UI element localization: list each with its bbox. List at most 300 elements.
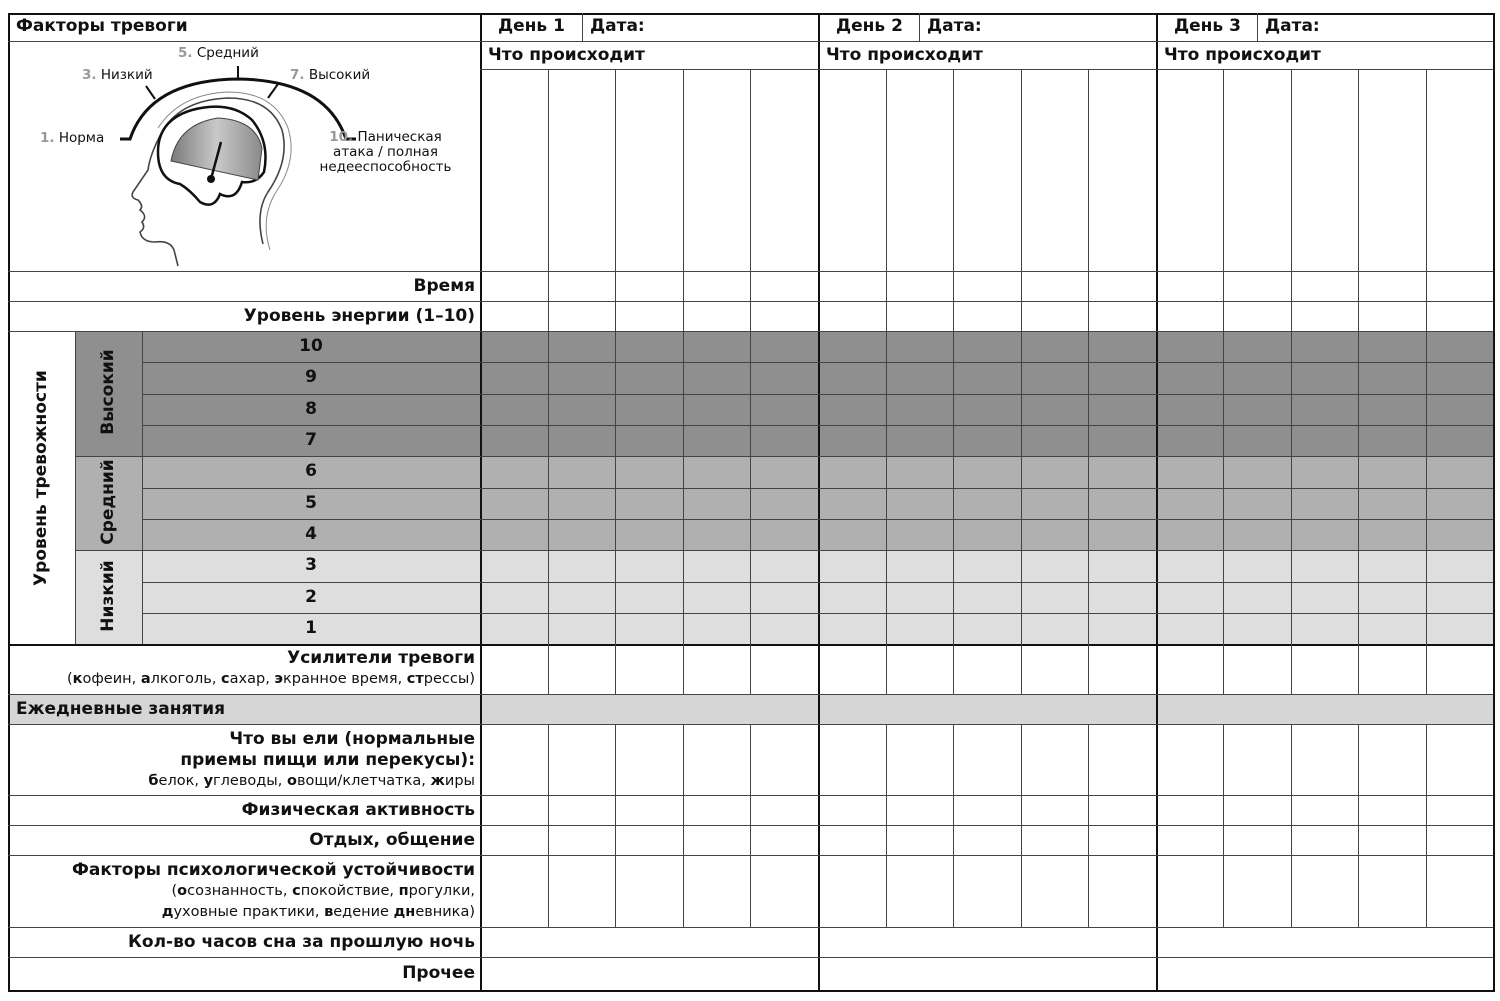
day-1-anxiety-9-cell[interactable] — [750, 362, 818, 394]
day-3-amplifiers-cell[interactable] — [1223, 644, 1290, 694]
day-1-anxiety-8-cell[interactable] — [615, 394, 683, 425]
day-2-anxiety-7-cell[interactable] — [953, 425, 1021, 456]
day-1-resilience-cell[interactable] — [615, 855, 683, 927]
day-3-anxiety-9-cell[interactable] — [1223, 362, 1290, 394]
level-4: 4 — [305, 524, 317, 544]
day-2-energy-cell[interactable] — [818, 301, 886, 331]
day-2-food-cell[interactable] — [818, 724, 886, 795]
day-2-what-happens-cell[interactable] — [886, 69, 954, 271]
day-3-anxiety-6-cell[interactable] — [1291, 456, 1358, 488]
day-1-anxiety-6-cell[interactable] — [615, 456, 683, 488]
day-1-anxiety-3-cell[interactable] — [750, 550, 818, 582]
day-3-energy-cell[interactable] — [1223, 301, 1290, 331]
day-3-anxiety-10-cell[interactable] — [1358, 331, 1425, 362]
day-2-time-cell[interactable] — [818, 271, 886, 301]
day-2-anxiety-9-cell[interactable] — [1088, 362, 1156, 394]
day-3-anxiety-2-cell[interactable] — [1223, 582, 1290, 613]
day-3-food-cell[interactable] — [1223, 724, 1290, 795]
day-2-food-cell[interactable] — [953, 724, 1021, 795]
day-1-anxiety-10-cell[interactable] — [683, 331, 751, 362]
day-2-rest-cell[interactable] — [818, 825, 886, 855]
day-3-anxiety-6-cell[interactable] — [1223, 456, 1290, 488]
day-1-sleep-hours-cell[interactable] — [480, 927, 818, 957]
day-2-anxiety-9-cell[interactable] — [1021, 362, 1089, 394]
day-1-anxiety-7-cell[interactable] — [615, 425, 683, 456]
day-1-physical-cell[interactable] — [480, 795, 548, 825]
day-3-anxiety-8-cell[interactable] — [1156, 394, 1223, 425]
day-2-anxiety-5-cell[interactable] — [1021, 488, 1089, 519]
day-1-anxiety-8-cell[interactable] — [683, 394, 751, 425]
day-3-rest-cell[interactable] — [1223, 825, 1290, 855]
day-2-rest-cell[interactable] — [1021, 825, 1089, 855]
day-3-physical-cell[interactable] — [1426, 795, 1493, 825]
day-3-energy-cell[interactable] — [1358, 301, 1425, 331]
day-3-anxiety-5-cell[interactable] — [1358, 488, 1425, 519]
day-3-anxiety-7-cell[interactable] — [1156, 425, 1223, 456]
day-3-anxiety-9-cell[interactable] — [1156, 362, 1223, 394]
day-2-physical-cell[interactable] — [953, 795, 1021, 825]
day-1-anxiety-4-cell[interactable] — [480, 519, 548, 550]
day-2-anxiety-5-cell[interactable] — [818, 488, 886, 519]
day-2-amplifiers-cell[interactable] — [886, 644, 954, 694]
day-3-resilience-cell[interactable] — [1156, 855, 1223, 927]
border-left — [8, 13, 10, 990]
day-2-anxiety-4-cell[interactable] — [818, 519, 886, 550]
day-1-anxiety-8-cell[interactable] — [480, 394, 548, 425]
day-3-resilience-cell[interactable] — [1223, 855, 1290, 927]
physical-activity-label: Физическая активность — [241, 800, 475, 820]
day-1-rest-cell[interactable] — [750, 825, 818, 855]
day-1-rest-cell[interactable] — [683, 825, 751, 855]
day-1-food-cell[interactable] — [480, 724, 548, 795]
day-2-energy-cell[interactable] — [1021, 301, 1089, 331]
day-3-anxiety-1-cell[interactable] — [1223, 613, 1290, 644]
day-3-physical-cell[interactable] — [1156, 795, 1223, 825]
day-3-anxiety-5-cell[interactable] — [1291, 488, 1358, 519]
day-2-anxiety-10-cell[interactable] — [953, 331, 1021, 362]
day-2-amplifiers-cell[interactable] — [953, 644, 1021, 694]
day-3-anxiety-9-cell[interactable] — [1291, 362, 1358, 394]
day-2-anxiety-3-cell[interactable] — [1021, 550, 1089, 582]
day-1-anxiety-6-cell[interactable] — [683, 456, 751, 488]
day-1-food-cell[interactable] — [750, 724, 818, 795]
day-3-anxiety-10-cell[interactable] — [1291, 331, 1358, 362]
day-2-anxiety-1-cell[interactable] — [1088, 613, 1156, 644]
day-1-anxiety-5-cell[interactable] — [683, 488, 751, 519]
day-2-food-cell[interactable] — [1021, 724, 1089, 795]
day-3-time-cell[interactable] — [1426, 271, 1493, 301]
day-1-anxiety-1-cell[interactable] — [615, 613, 683, 644]
day-1-anxiety-5-cell[interactable] — [750, 488, 818, 519]
day-2-anxiety-2-cell[interactable] — [953, 582, 1021, 613]
day-1-time-cell[interactable] — [683, 271, 751, 301]
day-2-anxiety-3-cell[interactable] — [1088, 550, 1156, 582]
day-1-anxiety-7-cell[interactable] — [683, 425, 751, 456]
day-3-anxiety-3-cell[interactable] — [1426, 550, 1493, 582]
day-3-anxiety-7-cell[interactable] — [1291, 425, 1358, 456]
day-1-energy-cell[interactable] — [548, 301, 616, 331]
day-3-anxiety-9-cell[interactable] — [1358, 362, 1425, 394]
day-1-amplifiers-cell[interactable] — [615, 644, 683, 694]
day-3-anxiety-4-cell[interactable] — [1156, 519, 1223, 550]
day-3-anxiety-10-cell[interactable] — [1223, 331, 1290, 362]
resilience-items-1: (осознанность, спокойствие, прогулки, — [171, 883, 475, 899]
grid-line-horizontal — [8, 694, 1493, 695]
day-1-anxiety-1-cell[interactable] — [480, 613, 548, 644]
day-1-energy-cell[interactable] — [615, 301, 683, 331]
day-1-anxiety-2-cell[interactable] — [480, 582, 548, 613]
rest-label: Отдых, общение — [309, 830, 475, 850]
day-1-time-cell[interactable] — [548, 271, 616, 301]
day-1-anxiety-3-cell[interactable] — [548, 550, 616, 582]
day-2-anxiety-10-cell[interactable] — [886, 331, 954, 362]
day-2-time-cell[interactable] — [886, 271, 954, 301]
day-2-physical-cell[interactable] — [1021, 795, 1089, 825]
day-2-anxiety-5-cell[interactable] — [886, 488, 954, 519]
day-1-anxiety-10-cell[interactable] — [615, 331, 683, 362]
day-1-physical-cell[interactable] — [615, 795, 683, 825]
day-3-anxiety-10-cell[interactable] — [1426, 331, 1493, 362]
level-2: 2 — [305, 587, 317, 607]
day-3-rest-cell[interactable] — [1358, 825, 1425, 855]
day-3-rest-cell[interactable] — [1426, 825, 1493, 855]
day-2-anxiety-9-cell[interactable] — [953, 362, 1021, 394]
day-3-anxiety-4-cell[interactable] — [1358, 519, 1425, 550]
day-2-anxiety-6-cell[interactable] — [886, 456, 954, 488]
day-1-anxiety-7-cell[interactable] — [480, 425, 548, 456]
day-1-physical-cell[interactable] — [750, 795, 818, 825]
day-3-amplifiers-cell[interactable] — [1156, 644, 1223, 694]
day-1-anxiety-2-cell[interactable] — [615, 582, 683, 613]
day-2-rest-cell[interactable] — [953, 825, 1021, 855]
day-2-what-happens-cell[interactable] — [953, 69, 1021, 271]
day-2-anxiety-10-cell[interactable] — [818, 331, 886, 362]
day-2-other-cell[interactable] — [818, 957, 1156, 990]
day-2-anxiety-6-cell[interactable] — [818, 456, 886, 488]
day-2-resilience-cell[interactable] — [818, 855, 886, 927]
day-1-anxiety-6-cell[interactable] — [548, 456, 616, 488]
day-1-energy-cell[interactable] — [480, 301, 548, 331]
day-1-anxiety-2-cell[interactable] — [750, 582, 818, 613]
day-3-anxiety-3-cell[interactable] — [1358, 550, 1425, 582]
day-2-anxiety-7-cell[interactable] — [1088, 425, 1156, 456]
resilience-label: Факторы психологической устойчивости (осознанность, спокойствие, прогулки, духовные практики, ведение дневника) — [72, 860, 475, 923]
day-2-anxiety-3-cell[interactable] — [818, 550, 886, 582]
day-1-anxiety-5-cell[interactable] — [615, 488, 683, 519]
day-2-date-field[interactable] — [978, 15, 1153, 40]
resilience-items-2: духовные практики, ведение дневника) — [161, 904, 475, 920]
day-1-rest-cell[interactable] — [615, 825, 683, 855]
day-3-anxiety-2-cell[interactable] — [1156, 582, 1223, 613]
day-3-other-cell[interactable] — [1156, 957, 1493, 990]
day-2-what-happens-cell[interactable] — [818, 69, 886, 271]
day-3-anxiety-4-cell[interactable] — [1426, 519, 1493, 550]
day-2-amplifiers-cell[interactable] — [818, 644, 886, 694]
day-1-energy-cell[interactable] — [683, 301, 751, 331]
day-1-anxiety-7-cell[interactable] — [750, 425, 818, 456]
day-1-anxiety-6-cell[interactable] — [480, 456, 548, 488]
day-1-resilience-cell[interactable] — [750, 855, 818, 927]
day-2-anxiety-8-cell[interactable] — [818, 394, 886, 425]
day-date-divider — [1257, 13, 1258, 41]
day-2-anxiety-4-cell[interactable] — [1021, 519, 1089, 550]
day-1-anxiety-8-cell[interactable] — [750, 394, 818, 425]
day-1-food-cell[interactable] — [683, 724, 751, 795]
day-3-time-cell[interactable] — [1223, 271, 1290, 301]
day-3-rest-cell[interactable] — [1291, 825, 1358, 855]
day-3-anxiety-3-cell[interactable] — [1223, 550, 1290, 582]
day-3-food-cell[interactable] — [1291, 724, 1358, 795]
day-1-date-field[interactable] — [640, 15, 815, 40]
day-1-amplifiers-cell[interactable] — [548, 644, 616, 694]
day-2-anxiety-10-cell[interactable] — [1088, 331, 1156, 362]
day-2-amplifiers-cell[interactable] — [1088, 644, 1156, 694]
day-3-anxiety-1-cell[interactable] — [1358, 613, 1425, 644]
day-1-food-cell[interactable] — [615, 724, 683, 795]
day-2-anxiety-7-cell[interactable] — [886, 425, 954, 456]
day-3-anxiety-8-cell[interactable] — [1426, 394, 1493, 425]
day-3-anxiety-3-cell[interactable] — [1291, 550, 1358, 582]
day-1-what-happens-cell[interactable] — [480, 69, 548, 271]
day-2-anxiety-4-cell[interactable] — [953, 519, 1021, 550]
border-right — [1493, 13, 1495, 992]
day-2-anxiety-2-cell[interactable] — [1088, 582, 1156, 613]
day-2-anxiety-1-cell[interactable] — [1021, 613, 1089, 644]
day-2-anxiety-4-cell[interactable] — [1088, 519, 1156, 550]
day-3-anxiety-5-cell[interactable] — [1223, 488, 1290, 519]
day-3-what-happens-cell[interactable] — [1291, 69, 1358, 271]
day-2-sleep-hours-cell[interactable] — [818, 927, 1156, 957]
day-3-time-cell[interactable] — [1358, 271, 1425, 301]
day-3-anxiety-8-cell[interactable] — [1223, 394, 1290, 425]
day-1-anxiety-9-cell[interactable] — [683, 362, 751, 394]
day-1-what-happens-cell[interactable] — [750, 69, 818, 271]
day-3-energy-cell[interactable] — [1156, 301, 1223, 331]
day-2-amplifiers-cell[interactable] — [1021, 644, 1089, 694]
day-2-rest-cell[interactable] — [886, 825, 954, 855]
day-1-anxiety-7-cell[interactable] — [548, 425, 616, 456]
day-3-what-happens-cell[interactable] — [1358, 69, 1425, 271]
day-1-anxiety-3-cell[interactable] — [683, 550, 751, 582]
day-2-anxiety-6-cell[interactable] — [1088, 456, 1156, 488]
day-2-resilience-cell[interactable] — [1021, 855, 1089, 927]
tier-high-label: Высокий — [98, 349, 118, 435]
day-3-amplifiers-cell[interactable] — [1291, 644, 1358, 694]
day-2-physical-cell[interactable] — [818, 795, 886, 825]
day-1-date-label: Дата: — [590, 16, 645, 36]
day-2-energy-cell[interactable] — [953, 301, 1021, 331]
day-2-time-cell[interactable] — [953, 271, 1021, 301]
scale-label-10: 10. Паническая атака / полная недееспособность — [319, 129, 452, 175]
day-2-resilience-cell[interactable] — [886, 855, 954, 927]
day-3-anxiety-6-cell[interactable] — [1358, 456, 1425, 488]
day-3-what-happens-cell[interactable] — [1426, 69, 1493, 271]
day-3-anxiety-1-cell[interactable] — [1426, 613, 1493, 644]
day-1-amplifiers-cell[interactable] — [750, 644, 818, 694]
day-3-anxiety-9-cell[interactable] — [1426, 362, 1493, 394]
day-1-anxiety-5-cell[interactable] — [548, 488, 616, 519]
day-1-resilience-cell[interactable] — [548, 855, 616, 927]
day-3-anxiety-7-cell[interactable] — [1223, 425, 1290, 456]
food-label: Что вы ели (нормальные приемы пищи или перекусы): белок, углеводы, овощи/клетчатка, жиры — [148, 729, 475, 792]
day-1-anxiety-2-cell[interactable] — [548, 582, 616, 613]
day-2-anxiety-2-cell[interactable] — [1021, 582, 1089, 613]
day-2-anxiety-3-cell[interactable] — [886, 550, 954, 582]
day-3-physical-cell[interactable] — [1291, 795, 1358, 825]
day-1-resilience-cell[interactable] — [683, 855, 751, 927]
day-1-amplifiers-cell[interactable] — [683, 644, 751, 694]
day-3-anxiety-6-cell[interactable] — [1426, 456, 1493, 488]
day-1-anxiety-4-cell[interactable] — [548, 519, 616, 550]
day-2-time-cell[interactable] — [1021, 271, 1089, 301]
day-1-rest-cell[interactable] — [480, 825, 548, 855]
day-1-time-cell[interactable] — [480, 271, 548, 301]
day-2-anxiety-1-cell[interactable] — [953, 613, 1021, 644]
day-3-time-cell[interactable] — [1291, 271, 1358, 301]
day-1-anxiety-9-cell[interactable] — [480, 362, 548, 394]
level-5: 5 — [305, 493, 317, 513]
day-3-anxiety-1-cell[interactable] — [1291, 613, 1358, 644]
day-2-anxiety-9-cell[interactable] — [818, 362, 886, 394]
day-2-anxiety-2-cell[interactable] — [818, 582, 886, 613]
day-2-anxiety-1-cell[interactable] — [886, 613, 954, 644]
day-3-energy-cell[interactable] — [1426, 301, 1493, 331]
day-1-anxiety-3-cell[interactable] — [480, 550, 548, 582]
day-2-anxiety-5-cell[interactable] — [1088, 488, 1156, 519]
day-3-anxiety-5-cell[interactable] — [1156, 488, 1223, 519]
day-3-what-happens-cell[interactable] — [1156, 69, 1223, 271]
day-3-food-cell[interactable] — [1358, 724, 1425, 795]
day-1-anxiety-1-cell[interactable] — [548, 613, 616, 644]
day-1-anxiety-9-cell[interactable] — [548, 362, 616, 394]
day-2-anxiety-8-cell[interactable] — [1021, 394, 1089, 425]
day-2-rest-cell[interactable] — [1088, 825, 1156, 855]
day-3-anxiety-8-cell[interactable] — [1358, 394, 1425, 425]
day-2-energy-cell[interactable] — [886, 301, 954, 331]
day-3-energy-cell[interactable] — [1291, 301, 1358, 331]
day-2-energy-cell[interactable] — [1088, 301, 1156, 331]
day-1-anxiety-1-cell[interactable] — [683, 613, 751, 644]
day-3-anxiety-2-cell[interactable] — [1426, 582, 1493, 613]
day-2-anxiety-5-cell[interactable] — [953, 488, 1021, 519]
day-1-anxiety-9-cell[interactable] — [615, 362, 683, 394]
day-1-anxiety-10-cell[interactable] — [480, 331, 548, 362]
day-2-date-label: Дата: — [927, 16, 982, 36]
day-3-time-cell[interactable] — [1156, 271, 1223, 301]
day-3-anxiety-2-cell[interactable] — [1358, 582, 1425, 613]
day-3-what-happens-cell[interactable] — [1223, 69, 1290, 271]
day-1-anxiety-5-cell[interactable] — [480, 488, 548, 519]
day-1-anxiety-4-cell[interactable] — [615, 519, 683, 550]
day-2-anxiety-1-cell[interactable] — [818, 613, 886, 644]
day-1-anxiety-4-cell[interactable] — [750, 519, 818, 550]
day-3-anxiety-4-cell[interactable] — [1223, 519, 1290, 550]
day-1-anxiety-10-cell[interactable] — [548, 331, 616, 362]
day-2-food-cell[interactable] — [1088, 724, 1156, 795]
day-3-anxiety-8-cell[interactable] — [1291, 394, 1358, 425]
day-3-anxiety-6-cell[interactable] — [1156, 456, 1223, 488]
day-1-time-cell[interactable] — [615, 271, 683, 301]
day-3-resilience-cell[interactable] — [1291, 855, 1358, 927]
day-1-amplifiers-cell[interactable] — [480, 644, 548, 694]
day-1-anxiety-2-cell[interactable] — [683, 582, 751, 613]
day-1-physical-cell[interactable] — [683, 795, 751, 825]
day-1-anxiety-4-cell[interactable] — [683, 519, 751, 550]
day-3-anxiety-10-cell[interactable] — [1156, 331, 1223, 362]
day-1-anxiety-3-cell[interactable] — [615, 550, 683, 582]
day-3-anxiety-3-cell[interactable] — [1156, 550, 1223, 582]
day-1-anxiety-8-cell[interactable] — [548, 394, 616, 425]
day-2-food-cell[interactable] — [886, 724, 954, 795]
day-2-physical-cell[interactable] — [886, 795, 954, 825]
day-3-date-field[interactable] — [1316, 15, 1491, 40]
day-3-date-label: Дата: — [1265, 16, 1320, 36]
day-2-anxiety-7-cell[interactable] — [1021, 425, 1089, 456]
day-2-anxiety-6-cell[interactable] — [1021, 456, 1089, 488]
day-3-physical-cell[interactable] — [1223, 795, 1290, 825]
day-1-time-cell[interactable] — [750, 271, 818, 301]
day-2-anxiety-6-cell[interactable] — [953, 456, 1021, 488]
day-3-amplifiers-cell[interactable] — [1358, 644, 1425, 694]
day-1-resilience-cell[interactable] — [480, 855, 548, 927]
day-1-other-cell[interactable] — [480, 957, 818, 990]
day-1-anxiety-10-cell[interactable] — [750, 331, 818, 362]
day-2-what-happens-cell[interactable] — [1021, 69, 1089, 271]
day-1-anxiety-1-cell[interactable] — [750, 613, 818, 644]
day-3-food-cell[interactable] — [1156, 724, 1223, 795]
day-3-amplifiers-cell[interactable] — [1426, 644, 1493, 694]
day-1-what-happens-cell[interactable] — [615, 69, 683, 271]
day-1-rest-cell[interactable] — [548, 825, 616, 855]
day-1-what-happens-cell[interactable] — [683, 69, 751, 271]
day-3-sleep-hours-cell[interactable] — [1156, 927, 1493, 957]
day-2-anxiety-8-cell[interactable] — [953, 394, 1021, 425]
day-1-anxiety-6-cell[interactable] — [750, 456, 818, 488]
day-2-anxiety-8-cell[interactable] — [886, 394, 954, 425]
day-1-physical-cell[interactable] — [548, 795, 616, 825]
day-2-resilience-cell[interactable] — [1088, 855, 1156, 927]
day-2-anxiety-7-cell[interactable] — [818, 425, 886, 456]
day-3-resilience-cell[interactable] — [1358, 855, 1425, 927]
day-2-anxiety-10-cell[interactable] — [1021, 331, 1089, 362]
day-3-anxiety-5-cell[interactable] — [1426, 488, 1493, 519]
day-3-physical-cell[interactable] — [1358, 795, 1425, 825]
day-3-anxiety-7-cell[interactable] — [1426, 425, 1493, 456]
day-2-anxiety-4-cell[interactable] — [886, 519, 954, 550]
day-1-what-happens-cell[interactable] — [548, 69, 616, 271]
day-3-food-cell[interactable] — [1426, 724, 1493, 795]
day-2-resilience-cell[interactable] — [953, 855, 1021, 927]
day-2-anxiety-9-cell[interactable] — [886, 362, 954, 394]
day-3-anxiety-4-cell[interactable] — [1291, 519, 1358, 550]
day-3-anxiety-2-cell[interactable] — [1291, 582, 1358, 613]
day-3-resilience-cell[interactable] — [1426, 855, 1493, 927]
day-2-physical-cell[interactable] — [1088, 795, 1156, 825]
level-8: 8 — [305, 399, 317, 419]
day-3-rest-cell[interactable] — [1156, 825, 1223, 855]
day-3-anxiety-7-cell[interactable] — [1358, 425, 1425, 456]
day-2-what-happens-cell[interactable] — [1088, 69, 1156, 271]
day-2-time-cell[interactable] — [1088, 271, 1156, 301]
day-2-anxiety-3-cell[interactable] — [953, 550, 1021, 582]
day-2-anxiety-2-cell[interactable] — [886, 582, 954, 613]
day-3-anxiety-1-cell[interactable] — [1156, 613, 1223, 644]
day-2-anxiety-8-cell[interactable] — [1088, 394, 1156, 425]
tier-medium-label: Средний — [98, 459, 118, 545]
day-1-energy-cell[interactable] — [750, 301, 818, 331]
page-title: Факторы тревоги — [16, 16, 188, 36]
day-1-food-cell[interactable] — [548, 724, 616, 795]
